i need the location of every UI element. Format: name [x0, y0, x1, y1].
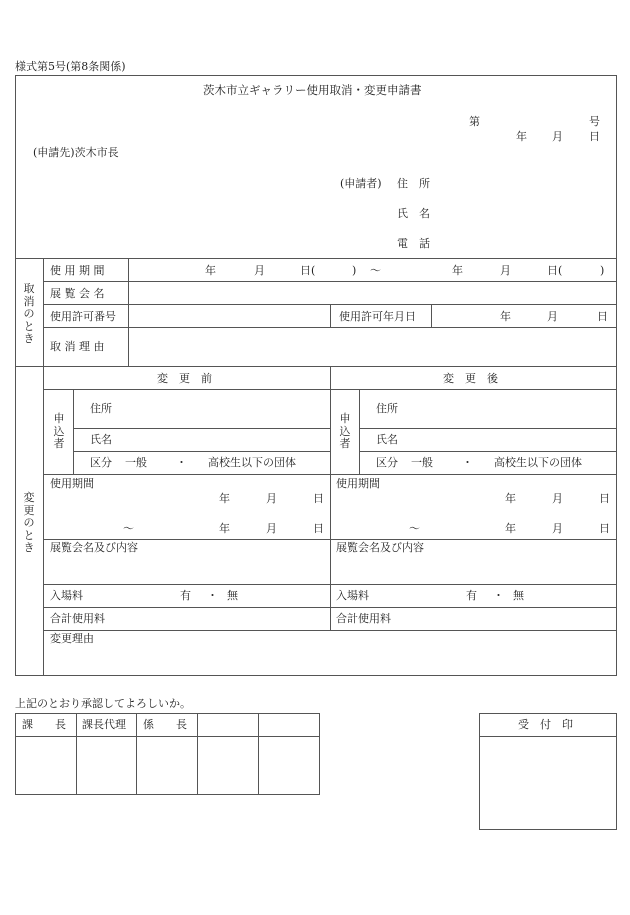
cancel-start-month: 月 — [254, 264, 265, 277]
after-address-field[interactable] — [406, 392, 614, 426]
before-period-end-year: 年 — [219, 522, 230, 535]
after-fee-yes[interactable]: 有 — [466, 589, 477, 602]
approval-stamp-4[interactable] — [198, 737, 257, 794]
before-period-end-month: 月 — [266, 522, 277, 535]
approval-col-section-chief: 課 長 — [22, 718, 66, 731]
addressee: (申請先)茨木市長 — [33, 146, 119, 159]
approval-stamp-deputy-chief[interactable] — [77, 737, 135, 794]
after-name-label: 氏名 — [376, 433, 398, 446]
cancel-start-year: 年 — [205, 264, 216, 277]
before-category-dot: ・ — [176, 456, 187, 469]
after-period-label: 使用期間 — [336, 477, 380, 490]
after-exhibition-field[interactable] — [332, 556, 615, 582]
after-total-field[interactable] — [406, 608, 614, 629]
before-total-label: 合計使用料 — [50, 612, 105, 625]
divider — [43, 539, 617, 540]
divider — [330, 304, 331, 327]
applicant-name-label: 氏 名 — [397, 207, 430, 220]
divider — [43, 474, 617, 475]
receipt-stamp-label: 受 付 印 — [518, 718, 573, 731]
divider — [43, 389, 617, 390]
after-period-tilde: ～ — [409, 522, 420, 535]
form-title: 茨木市立ギャラリー使用取消・変更申請書 — [203, 83, 422, 97]
before-category-general[interactable]: 一般 — [125, 456, 147, 469]
cancel-permit-number-field[interactable] — [130, 305, 329, 326]
before-period-start-month: 月 — [266, 492, 277, 505]
after-fee-no[interactable]: 無 — [513, 589, 524, 602]
after-period-start-year: 年 — [505, 492, 516, 505]
cancel-permit-date-label: 使用許可年月日 — [339, 310, 416, 323]
after-fee-label: 入場料 — [336, 589, 369, 602]
cancel-end-month: 月 — [500, 264, 511, 277]
after-category-dot: ・ — [462, 456, 473, 469]
before-period-end-day: 日 — [313, 522, 324, 535]
before-exhibition-label: 展覧会名及び内容 — [50, 541, 138, 554]
cancel-period-tilde: ～ — [370, 264, 381, 277]
before-total-field[interactable] — [120, 608, 328, 629]
divider — [43, 258, 44, 675]
divider — [359, 451, 617, 452]
after-period-end-year: 年 — [505, 522, 516, 535]
after-period-start-month: 月 — [552, 492, 563, 505]
before-exhibition-field[interactable] — [45, 556, 328, 582]
header-year: 年 — [516, 130, 527, 143]
applicant-phone-label: 電 話 — [397, 237, 430, 250]
cancel-permit-month: 月 — [547, 310, 558, 323]
cancel-start-close: ) — [352, 264, 357, 277]
divider — [431, 304, 432, 327]
cancel-permit-number-label: 使用許可番号 — [50, 310, 116, 323]
divider — [43, 584, 617, 585]
applicant-label: (申請者) — [340, 177, 382, 190]
cancel-section-label: 取消のとき — [23, 282, 35, 345]
before-period-start-year: 年 — [219, 492, 230, 505]
change-reason-label: 変更理由 — [50, 632, 94, 645]
before-fee-dot: ・ — [207, 589, 218, 602]
approval-question: 上記のとおり承認してよろしいか。 — [15, 697, 191, 710]
after-address-label: 住所 — [376, 402, 398, 415]
after-category-general[interactable]: 一般 — [411, 456, 433, 469]
cancel-permit-year: 年 — [500, 310, 511, 323]
divider — [15, 366, 617, 367]
after-applicant-label: 申込者 — [339, 412, 351, 450]
applicant-name-field[interactable] — [440, 202, 610, 220]
number-suffix: 号 — [589, 115, 600, 128]
divider — [73, 451, 330, 452]
before-name-field[interactable] — [120, 429, 328, 450]
after-heading: 変 更 後 — [443, 372, 498, 385]
after-period-field[interactable] — [332, 488, 615, 536]
after-name-field[interactable] — [406, 429, 614, 450]
cancel-period-label: 使 用 期 間 — [50, 264, 105, 277]
cancel-permit-day: 日 — [597, 310, 608, 323]
divider — [73, 389, 74, 474]
before-category-group[interactable]: 高校生以下の団体 — [208, 456, 296, 469]
after-fee-dot: ・ — [493, 589, 504, 602]
before-period-tilde: ～ — [123, 522, 134, 535]
before-address-field[interactable] — [120, 392, 328, 426]
cancel-exhibition-field[interactable] — [130, 282, 615, 303]
receipt-stamp-area[interactable] — [480, 737, 616, 829]
header-month: 月 — [552, 130, 563, 143]
number-prefix: 第 — [469, 115, 480, 128]
after-category-label: 区分 — [376, 456, 398, 469]
divider — [359, 389, 360, 474]
before-fee-label: 入場料 — [50, 589, 83, 602]
before-address-label: 住所 — [90, 402, 112, 415]
approval-col-subsection-chief: 係 長 — [143, 718, 187, 731]
cancel-exhibition-label: 展 覧 会 名 — [50, 287, 105, 300]
after-period-start-day: 日 — [599, 492, 610, 505]
before-applicant-label: 申込者 — [53, 412, 65, 450]
cancel-end-day: 日( — [547, 264, 563, 277]
before-period-label: 使用期間 — [50, 477, 94, 490]
before-name-label: 氏名 — [90, 433, 112, 446]
header-day: 日 — [589, 130, 600, 143]
approval-col-deputy-chief: 課長代理 — [82, 718, 126, 731]
before-fee-no[interactable]: 無 — [227, 589, 238, 602]
cancel-permit-date-field[interactable] — [433, 305, 615, 326]
cancel-reason-field[interactable] — [130, 328, 615, 365]
cancel-start-day: 日( — [300, 264, 316, 277]
after-category-group[interactable]: 高校生以下の団体 — [494, 456, 582, 469]
application-number-field[interactable] — [484, 112, 584, 128]
change-section-label: 変更のとき — [23, 491, 35, 554]
form-number: 様式第5号(第8条関係) — [15, 60, 126, 73]
divider — [330, 366, 331, 630]
after-period-end-month: 月 — [552, 522, 563, 535]
before-category-label: 区分 — [90, 456, 112, 469]
applicant-address-field[interactable] — [440, 172, 610, 190]
cancel-end-year: 年 — [452, 264, 463, 277]
before-period-start-day: 日 — [313, 492, 324, 505]
after-exhibition-label: 展覧会名及び内容 — [336, 541, 424, 554]
before-heading: 変 更 前 — [157, 372, 212, 385]
approval-stamp-section-chief[interactable] — [16, 737, 75, 794]
after-period-end-day: 日 — [599, 522, 610, 535]
approval-stamp-5[interactable] — [259, 737, 319, 794]
form-frame — [15, 75, 617, 676]
before-period-field[interactable] — [45, 488, 328, 536]
divider — [43, 630, 617, 631]
after-total-label: 合計使用料 — [336, 612, 391, 625]
applicant-address-label: 住 所 — [397, 177, 430, 190]
divider — [128, 258, 129, 366]
before-fee-yes[interactable]: 有 — [180, 589, 191, 602]
cancel-end-close: ) — [600, 264, 605, 277]
cancel-period-field[interactable] — [130, 259, 615, 280]
approval-stamp-subsection-chief[interactable] — [137, 737, 196, 794]
applicant-phone-field[interactable] — [440, 232, 610, 250]
change-reason-field[interactable] — [45, 647, 615, 673]
cancel-reason-label: 取 消 理 由 — [50, 340, 105, 353]
